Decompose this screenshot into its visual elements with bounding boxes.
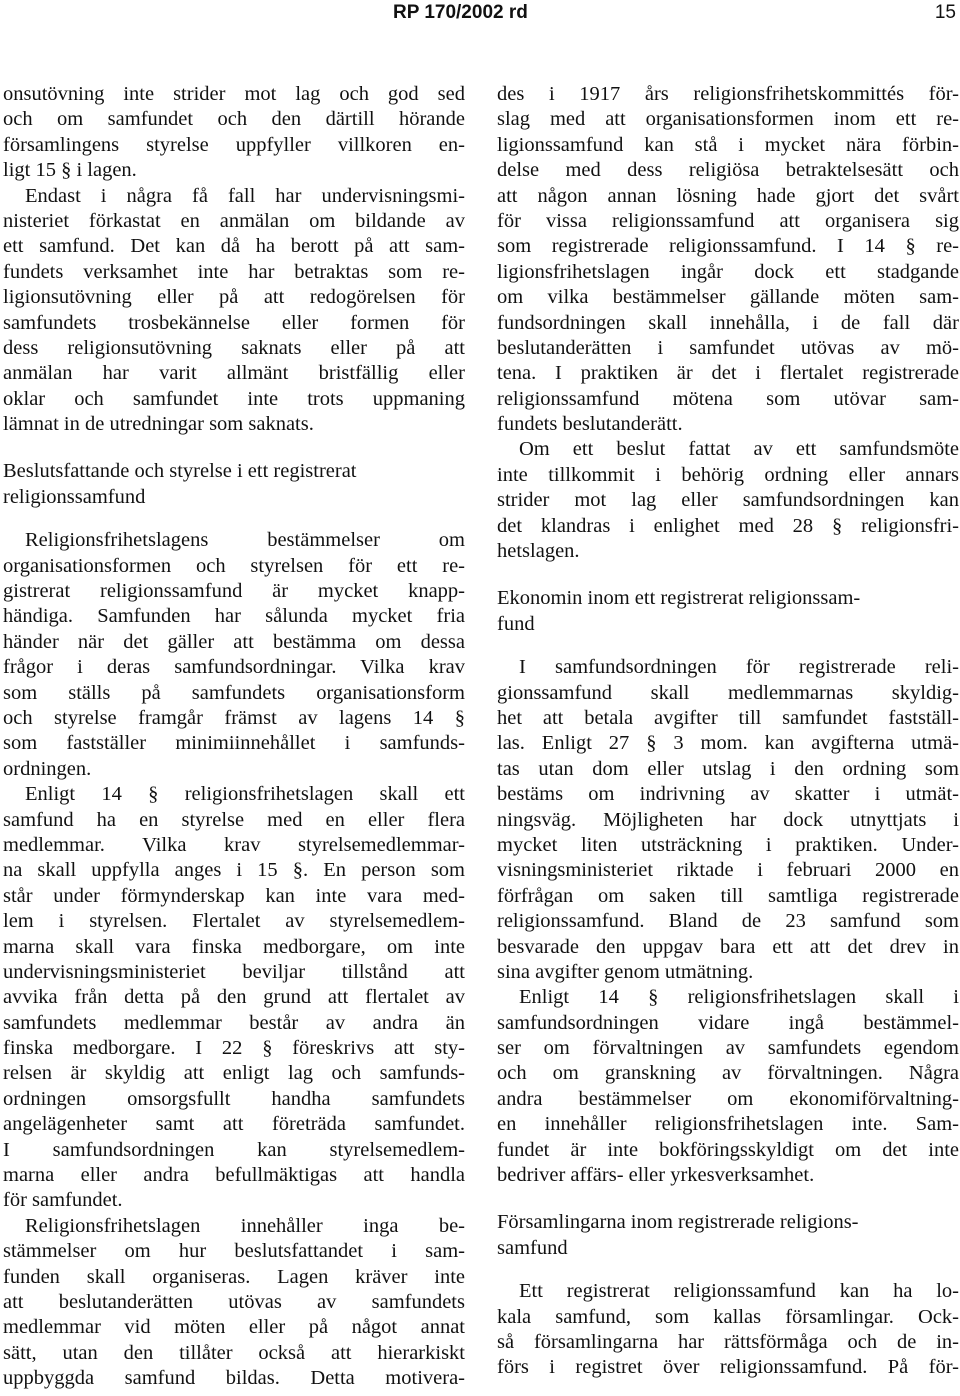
text-line: mycket liten utsträckning i praktiken. Under-: [497, 833, 959, 856]
text-line: för samfundet.: [3, 1189, 123, 1212]
text-line: fundsordningen skall innehålla, i de fall där: [497, 311, 959, 334]
text-line: strider mot lag eller samfundsordningen kan: [497, 489, 959, 512]
text-line: organisationsformen och styrelsen för ett re-: [3, 554, 465, 577]
text-line: lem i styrelsen. Flertalet av styrelsemedlem-: [3, 910, 465, 933]
text-line: finska medborgare. I 22 § föreskrivs att sty-: [3, 1037, 465, 1060]
paragraph: [497, 655, 959, 985]
text-line: Religionsfrihetslagens bestämmelser om: [25, 529, 465, 552]
text-line: gionssamfund skall medlemmarnas skyldig-: [497, 681, 959, 704]
text-line: religionssamfund. Bland de 23 samfund som: [497, 910, 959, 933]
page-header: [0, 2, 960, 26]
text-line: ligionsutövning eller på att redogörelsen för: [3, 286, 465, 309]
text-line: I samfundsordningen för registrerade reli-: [519, 656, 959, 679]
right-column: [497, 82, 959, 1381]
text-line: så församlingarna har rättsförmåga och de in-: [497, 1330, 959, 1353]
text-line: na skall uppfylla anges i 15 §. En person som: [3, 859, 465, 882]
text-line: sätt, utan den tillåter också att hierarkiskt: [3, 1341, 465, 1364]
text-line: tas utan dom eller utslag i den ordning som: [497, 757, 959, 780]
text-line: Om ett beslut fattat av ett samfundsmöte: [519, 438, 959, 461]
text-line: delse med dess religiösa betraktelsesätt och: [497, 159, 959, 182]
text-line: att någon annan lösning hade gjort det svårt: [497, 184, 959, 207]
text-line: Endast i några få fall har undervisningsmi-: [25, 184, 465, 207]
text-line: samfundets medlemmar består av andra än: [3, 1011, 465, 1034]
text-line: ordningen.: [3, 757, 92, 780]
text-line: förs i registret över religionssamfund. På för-: [497, 1356, 959, 1379]
text-line: som registrerade religionssamfund. I 14 § re-: [497, 235, 959, 258]
heading-line: religionssamfund: [3, 485, 146, 508]
text-line: förfrågan om saken till samtliga registrerade: [497, 884, 959, 907]
text-line: besvarade den uppgav bara ett att det drev in: [497, 935, 959, 958]
paragraph: [497, 1279, 959, 1381]
text-line: undervisningsministeriet beviljar tillstånd att: [3, 960, 465, 983]
left-column: [3, 82, 465, 1392]
text-line: stämmelser om hur beslutsfattandet i sam-: [3, 1240, 465, 1263]
text-line: frågor i deras samfundsordningar. Vilka krav: [3, 656, 465, 679]
text-line: ordningen omsorgsfullt handha samfundets: [3, 1087, 465, 1110]
heading-line: Beslutsfattande och styrelse i ett registrerat: [3, 460, 357, 483]
text-line: som fastställer minimiinnehållet i samfunds-: [3, 732, 465, 755]
text-line: oklar och samfundet inte trots uppmaning: [3, 387, 465, 410]
text-line: fundets verksamhet inte har betraktas som re-: [3, 260, 465, 283]
heading-line: fund: [497, 612, 535, 635]
text-line: som ställs på samfundets organisationsform: [3, 681, 465, 704]
text-line: ser om förvaltningen av samfundets egendom: [497, 1037, 959, 1060]
text-line: om vilka bestämmelser gällande möten sam-: [497, 286, 959, 309]
text-line: avvika från detta på den grund att flertalet av: [3, 986, 465, 1009]
text-line: står under förmynderskap kan inte vara med-: [3, 884, 465, 907]
text-line: relsen är skyldig att enligt lag och samfunds-: [3, 1062, 465, 1085]
text-line: funden skall organiseras. Lagen kräver inte: [3, 1265, 465, 1288]
text-line: medlemmar vid möten eller på något annat: [3, 1316, 465, 1339]
text-line: församlingens styrelse uppfyller villkoren en-: [3, 133, 465, 156]
text-line: Ett registrerat religionssamfund kan ha lo-: [519, 1280, 959, 1303]
text-line: bedriver affärs- eller yrkesverksamhet.: [497, 1164, 815, 1187]
text-line: visningsministeriet riktade i februari 2000 en: [497, 859, 959, 882]
text-line: onsutövning inte strider mot lag och god sed: [3, 83, 465, 105]
text-line: ningsväg. Möjligheten har dock utnyttjats i: [497, 808, 959, 831]
text-line: tena. I praktiken är det i flertalet registrerade: [497, 362, 959, 385]
section-heading: [497, 1210, 959, 1261]
text-line: marna eller andra befullmäktigas att handla: [3, 1164, 465, 1187]
text-line: beslutanderätten i samfundet utövas av mö-: [497, 336, 959, 359]
text-line: het att betala avgifter till samfundet fastställ-: [497, 706, 959, 729]
text-line: att beslutanderätten utövas av samfundets: [3, 1290, 465, 1313]
text-line: inte tillkommit i behörig ordning eller annars: [497, 463, 959, 486]
paragraph: [3, 528, 465, 782]
text-line: gistrerat religionssamfund är mycket knapp-: [3, 580, 465, 603]
heading-line: Församlingarna inom registrerade religions-: [497, 1211, 859, 1234]
text-line: händer när det gäller att bestämma om dessa: [3, 630, 465, 653]
text-line: samfundets trosbekännelse eller formen för: [3, 311, 465, 334]
text-line: Enligt 14 § religionsfrihetslagen skall ett: [25, 783, 465, 806]
text-line: kala samfund, som kallas församlingar. Ock-: [497, 1305, 959, 1328]
text-line: medlemmar. Vilka krav styrelsemedlemmar-: [3, 833, 465, 856]
text-line: nisteriet förkastat en anmälan om bildande av: [3, 209, 465, 232]
text-line: slag med att organisationsformen inom ett re-: [497, 108, 959, 131]
text-line: bestäms om indrivning av skatter i utmät-: [497, 783, 959, 806]
text-line: dess religionsutövning saknats eller på att: [3, 336, 465, 359]
paragraph: [497, 82, 959, 437]
text-line: och om granskning av förvaltningen. Några: [497, 1062, 959, 1085]
text-line: des i 1917 års religionsfrihetskommittés för-: [497, 83, 959, 105]
paragraph: [3, 184, 465, 438]
heading-line: Ekonomin inom ett registrerat religionssam-: [497, 587, 861, 610]
text-line: ligionsfrihetslagen ingår dock ett stadgande: [497, 260, 959, 283]
text-line: samfundsordningen vidare ingå bestämmel-: [497, 1011, 959, 1034]
text-line: andra bestämmelser om ekonomiförvaltning-: [497, 1087, 959, 1110]
text-line: angelägenheter samt att företräda samfundet.: [3, 1113, 465, 1136]
paragraph: [497, 437, 959, 564]
text-line: för vissa religionssamfund att organisera sig: [497, 209, 959, 232]
paragraph: [3, 782, 465, 1214]
paragraph: [3, 82, 465, 184]
text-line: fundet är inte bokföringsskyldigt om det inte: [497, 1138, 959, 1161]
paragraph: [3, 1214, 465, 1392]
section-heading: [497, 586, 959, 637]
text-line: ligt 15 § i lagen.: [3, 159, 137, 182]
document-id: RP 170/2002 rd: [393, 2, 528, 23]
paragraph: [497, 985, 959, 1188]
text-line: anmälan har varit allmänt bristfällig eller: [3, 362, 465, 385]
text-line: I samfundsordningen kan styrelsemedlem-: [3, 1138, 465, 1161]
text-line: ligionssamfund kan stå i mycket nära förbin-: [497, 133, 959, 156]
text-line: händiga. Samfunden har sålunda mycket fria: [3, 605, 465, 628]
text-line: lämnat in de utredningar som saknats.: [3, 413, 314, 436]
text-line: las. Enligt 27 § 3 mom. kan avgifterna utmä-: [497, 732, 959, 755]
text-line: hetslagen.: [497, 540, 580, 563]
text-line: religionssamfund mötena som utövar sam-: [497, 387, 959, 410]
text-line: samfund ha en styrelse med en eller flera: [3, 808, 465, 831]
heading-line: samfund: [497, 1236, 568, 1259]
text-line: fundets beslutanderätt.: [497, 413, 683, 436]
text-line: det klandras i enlighet med 28 § religionsfri-: [497, 514, 959, 537]
text-line: sina avgifter genom utmätning.: [497, 960, 754, 983]
text-line: Enligt 14 § religionsfrihetslagen skall i: [519, 986, 959, 1009]
text-line: uppbyggda samfund bildas. Detta motivera-: [3, 1367, 465, 1390]
text-line: och styrelse framgår främst av lagens 14 §: [3, 706, 465, 729]
section-heading: [3, 459, 465, 510]
text-line: marna skall vara finska medborgare, om inte: [3, 935, 465, 958]
text-line: ett samfund. Det kan då ha berott på att sam-: [3, 235, 465, 258]
page-number: 15: [934, 2, 956, 23]
text-line: en innehåller religionsfrihetslagen inte. Sam-: [497, 1113, 959, 1136]
text-line: Religionsfrihetslagen innehåller inga be-: [25, 1214, 465, 1237]
text-line: och om samfundet och den därtill hörande: [3, 108, 465, 131]
